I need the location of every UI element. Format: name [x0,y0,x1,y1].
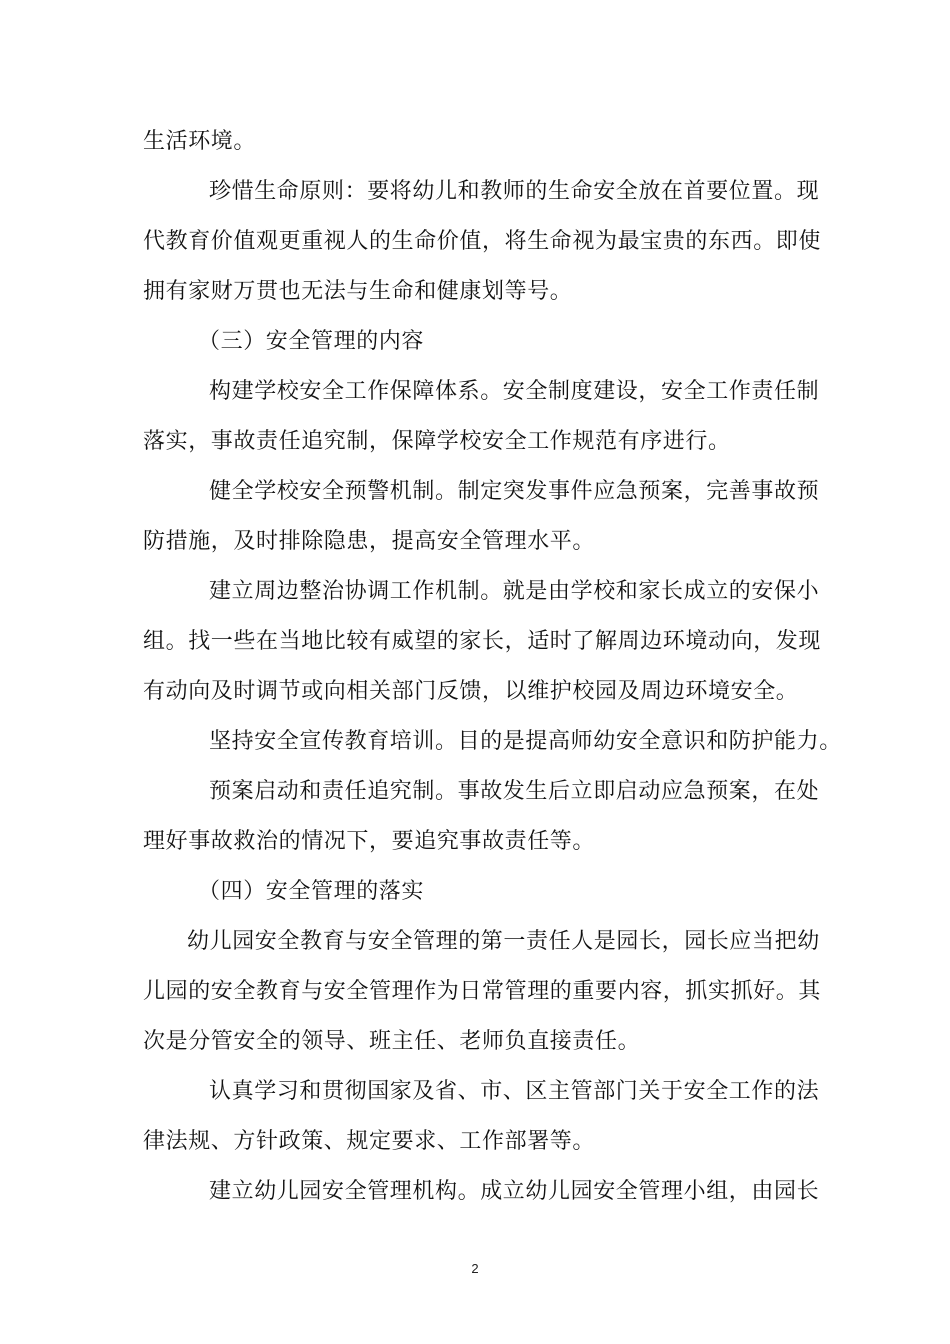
text-line: 生活环境。 [143,129,257,154]
text-line: 健全学校安全预警机制。制定突发事件应急预案，完善事故预 [209,479,820,504]
text-line: 儿园的安全教育与安全管理作为日常管理的重要内容，抓实抓好。其 [143,979,822,1004]
section-heading: （三）安全管理的内容 [198,329,425,354]
text-line: 建立周边整治协调工作机制。就是由学校和家长成立的安保小 [209,579,820,604]
section-heading: （四）安全管理的落实 [198,879,425,904]
text-line: 次是分管安全的领导、班主任、老师负直接责任。 [143,1029,641,1054]
text-line: 建立幼儿园安全管理机构。成立幼儿园安全管理小组，由园长 [209,1179,820,1204]
text-line: 构建学校安全工作保障体系。安全制度建设，安全工作责任制 [209,379,820,404]
text-line: 珍惜生命原则：要将幼儿和教师的生命安全放在首要位置。现 [209,179,820,204]
text-line: 落实，事故责任追究制，保障学校安全工作规范有序进行。 [143,429,731,454]
text-line: 坚持安全宣传教育培训。目的是提高师幼安全意识和防护能力。 [209,729,842,754]
text-line: 律法规、方针政策、规定要求、工作部署等。 [143,1129,596,1154]
text-line: 认真学习和贯彻国家及省、市、区主管部门关于安全工作的法 [209,1079,820,1104]
text-line: 有动向及时调节或向相关部门反馈，以维护校园及周边环境安全。 [143,679,799,704]
text-line: 组。找一些在当地比较有威望的家长，适时了解周边环境动向，发现 [143,629,822,654]
text-line: 拥有家财万贯也无法与生命和健康划等号。 [143,279,573,304]
page-number: 2 [471,1261,479,1276]
text-line: 幼儿园安全教育与安全管理的第一责任人是园长，园长应当把幼 [187,929,820,954]
text-line: 理好事故救治的情况下，要追究事故责任等。 [143,829,596,854]
text-line: 预案启动和责任追究制。事故发生后立即启动应急预案，在处 [209,779,820,804]
text-line: 防措施，及时排除隐患，提高安全管理水平。 [143,529,596,554]
text-line: 代教育价值观更重视人的生命价值，将生命视为最宝贵的东西。即使 [143,229,822,254]
